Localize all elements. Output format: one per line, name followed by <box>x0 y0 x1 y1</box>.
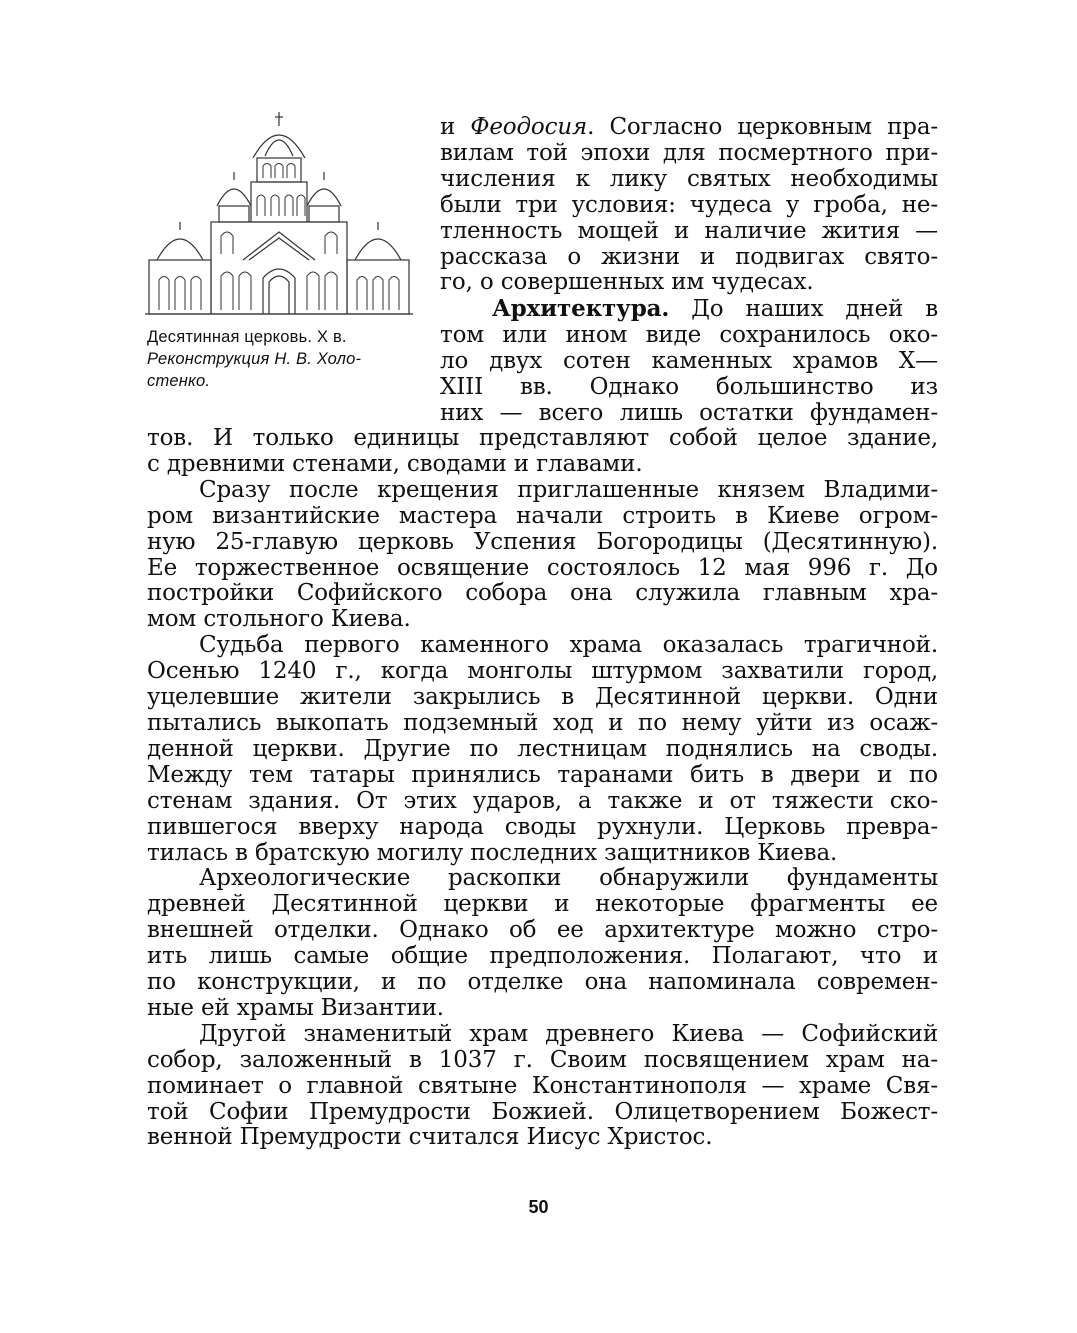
body-line <box>440 115 938 141</box>
body-line: числения к лику святых необходимы <box>440 165 938 192</box>
body-line: Ее торжественное освящение состоялось 12 мая 996 г. До <box>147 554 938 581</box>
body-line: ные ей храмы Византии. <box>147 994 444 1021</box>
body-line: мом стольного Киева. <box>147 606 411 633</box>
body-line: них — всего лишь остатки фундамен- <box>440 399 938 426</box>
body-line: ную 25-главую церковь Успения Богородицы (Десятинную). <box>147 528 938 555</box>
body-line: с древними стенами, сводами и главами. <box>147 450 643 477</box>
line-text: и <box>440 114 471 140</box>
body-line: вилам той эпохи для посмертного при- <box>440 139 938 166</box>
line-text: . Согласно церковным пра- <box>587 114 939 140</box>
body-line: Судьба первого каменного храма оказалась трагичной. <box>199 632 938 659</box>
body-line: постройки Софийского собора она служила главным хра- <box>147 580 938 607</box>
body-line: тов. И только единицы представляют собой целое здание, <box>147 425 938 451</box>
body-line: пившегося вверху народа своды рухнули. Церковь превра- <box>147 813 938 840</box>
caption-credit: Реконструкция Н. В. Холо- <box>147 350 362 368</box>
body-line: уцелевшие жители закрылись в Десятинной церкви. Одни <box>147 684 938 711</box>
body-line: XIII вв. Однако большинство из <box>440 374 938 401</box>
body-line: тилась в братскую могилу последних защитников Киева. <box>147 839 838 866</box>
body-line: том или ином виде сохранилось око- <box>440 322 938 349</box>
body-line: были три условия: чудеса у гроба, не- <box>440 191 938 218</box>
body-line: ло двух сотен каменных храмов X— <box>440 348 938 375</box>
body-line: Другой знаменитый храм древнего Киева — Софийский <box>199 1020 938 1047</box>
caption-title: Десятинная церковь. X в. <box>147 328 347 346</box>
body-line: Сразу после крещения приглашенные князем Владими- <box>199 476 938 503</box>
body-line: той Софии Премудрости Божией. Олицетворением Божест- <box>147 1098 938 1125</box>
paragraph <box>147 633 938 866</box>
body-line: ром византийские мастера начали строить в Киеве огром- <box>147 502 938 529</box>
body-line: Между тем татары принялись таранами бить в двери и по <box>147 761 938 788</box>
main-text <box>147 426 938 1151</box>
body-line: собор, заложенный в 1037 г. Своим посвящением храм на- <box>147 1046 938 1073</box>
body-line: внешней отделки. Однако об ее архитектуре можно стро- <box>147 917 938 944</box>
line-text: До наших дней в <box>669 296 938 323</box>
church-illustration <box>143 110 415 320</box>
body-line: пытались выкопать подземный ход и по нему уйти из осаж- <box>147 709 938 736</box>
body-line: Осенью 1240 г., когда монголы штурмом захватили город, <box>147 658 938 685</box>
body-line: денной церкви. Другие по лестницам поднялись на своды. <box>147 735 938 762</box>
figure-caption <box>147 326 415 392</box>
body-line: Археологические раскопки обнаружили фундаменты <box>199 865 938 892</box>
body-line: по конструкции, и по отделке она напоминала современ- <box>147 969 938 996</box>
text-column-beside-figure <box>440 115 938 427</box>
body-line: ить лишь самые общие предположения. Полагают, что и <box>147 943 938 970</box>
body-line: поминает о главной святыне Константинополя — храме Свя- <box>147 1072 938 1099</box>
paragraph <box>147 866 938 1021</box>
body-line: венной Премудрости считался Иисус Христос. <box>147 1124 713 1151</box>
body-line: древней Десятинной церкви и некоторые фрагменты ее <box>147 891 938 918</box>
body-line: стенам здания. От этих ударов, а также и от тяжести ско- <box>147 787 938 814</box>
paragraph <box>147 478 938 633</box>
body-line: тленность мощей и наличие жития — <box>440 217 938 244</box>
paragraph <box>147 1022 938 1152</box>
caption-credit-cont: стенко. <box>147 372 211 390</box>
body-line: рассказа о жизни и подвигах свято- <box>440 243 938 270</box>
page-number: 50 <box>528 1197 549 1217</box>
section-heading: Архитектура. <box>492 295 670 323</box>
body-line: го, о совершенных им чудесах. <box>440 269 814 296</box>
body-line <box>440 296 938 323</box>
saint-name: Феодосия <box>470 114 588 140</box>
paragraph <box>147 426 938 478</box>
